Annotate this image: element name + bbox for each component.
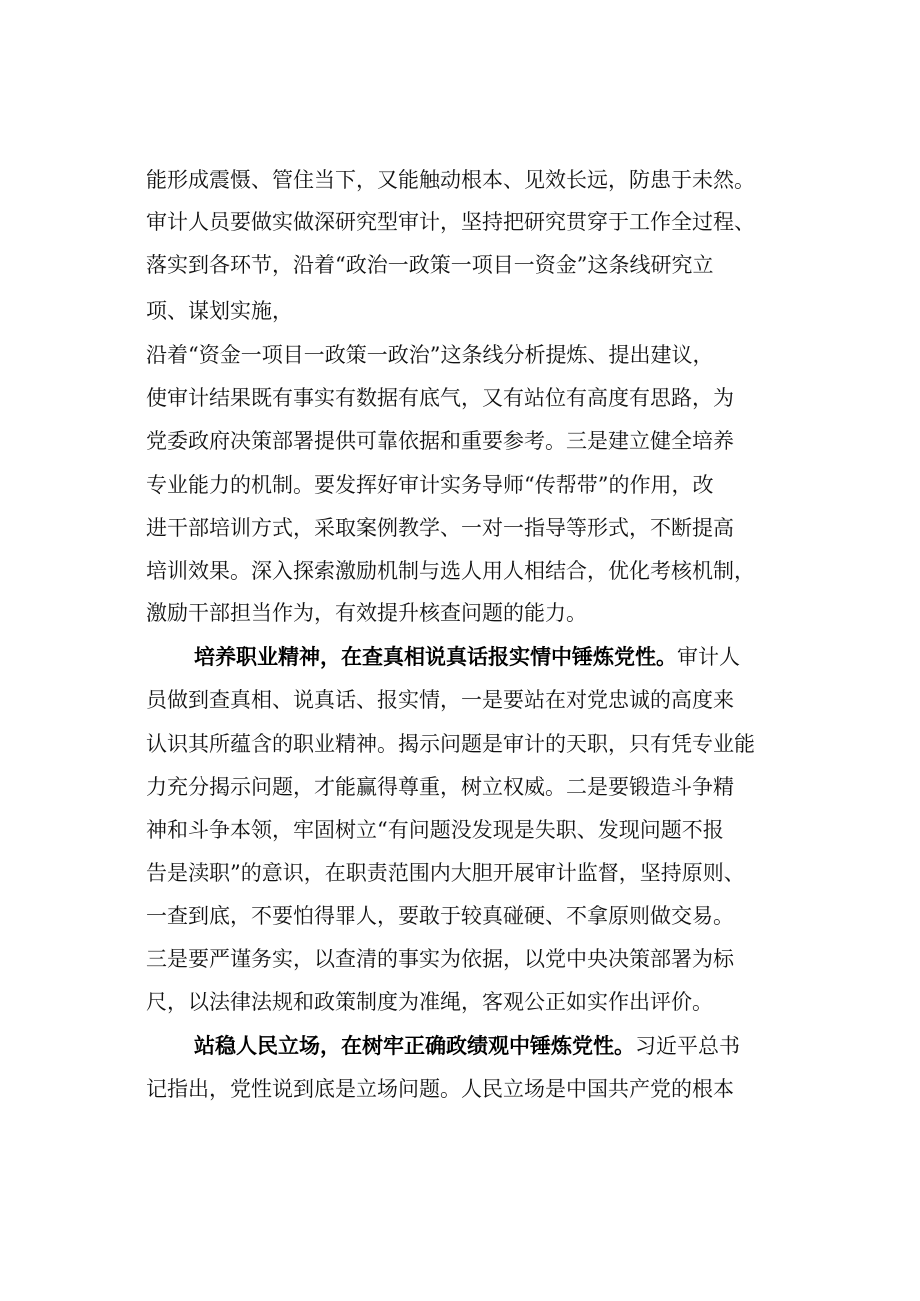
text-line: 认识其所蕴含的职业精神。揭示问题是审计的天职，只有凭专业能	[146, 732, 755, 756]
text-line: 神和斗争本领，牢固树立“有问题没发现是失职、发现问题不报	[146, 818, 724, 842]
text-line: 能形成震慑、管住当下，又能触动根本、见效长远，防患于未然。	[146, 168, 755, 192]
text-line: 使审计结果既有事实有数据有底气，又有站位有高度有思路，为	[146, 386, 734, 410]
section-heading: 站稳人民立场，在树牢正确政绩观中锤炼党性。	[194, 1034, 635, 1058]
text-line: 落实到各环节，沿着“政治一政策一项目一资金”这条线研究立	[146, 253, 714, 277]
text-line: 沿着“资金一项目一政策一政治”这条线分析提炼、提出建议，	[146, 343, 714, 367]
text-run: 习近平总书	[635, 1034, 740, 1058]
paragraph-first-line	[194, 1026, 874, 1066]
text-line: 激励干部担当作为，有效提升核查问题的能力。	[146, 601, 587, 625]
paragraph-first-line	[194, 637, 874, 677]
text-line: 培训效果。深入探索激励机制与选人用人相结合，优化考核机制，	[146, 559, 755, 583]
text-line: 进干部培训方式，采取案例教学、一对一指导等形式，不断提高	[146, 516, 734, 540]
text-line: 三是要严谨务实，以查清的事实为依据，以党中央决策部署为标	[146, 947, 734, 971]
text-line: 告是渎职”的意识，在职责范围内大胆开展审计监督，坚持原则、	[146, 861, 745, 885]
text-line: 审计人员要做实做深研究型审计，坚持把研究贯穿于工作全过程、	[146, 210, 755, 234]
text-line: 力充分揭示问题，才能赢得尊重，树立权威。二是要锻造斗争精	[146, 775, 734, 799]
text-run: 审计人	[677, 645, 740, 669]
text-line: 专业能力的机制。要发挥好审计实务导师“传帮带”的作用，改	[146, 473, 714, 497]
text-line: 员做到查真相、说真话、报实情，一是要站在对党忠诚的高度来	[146, 688, 734, 712]
section-heading: 培养职业精神，在查真相说真话报实情中锤炼党性。	[194, 645, 677, 669]
text-line: 党委政府决策部署提供可靠依据和重要参考。三是建立健全培养	[146, 429, 734, 453]
text-line: 记指出，党性说到底是立场问题。人民立场是中国共产党的根本	[146, 1077, 734, 1101]
text-line: 尺，以法律法规和政策制度为准绳，客观公正如实作出评价。	[146, 990, 713, 1014]
text-line: 项、谋划实施，	[146, 299, 293, 323]
text-line: 一查到底，不要怕得罪人，要敢于较真碰硬、不拿原则做交易。	[146, 904, 734, 928]
